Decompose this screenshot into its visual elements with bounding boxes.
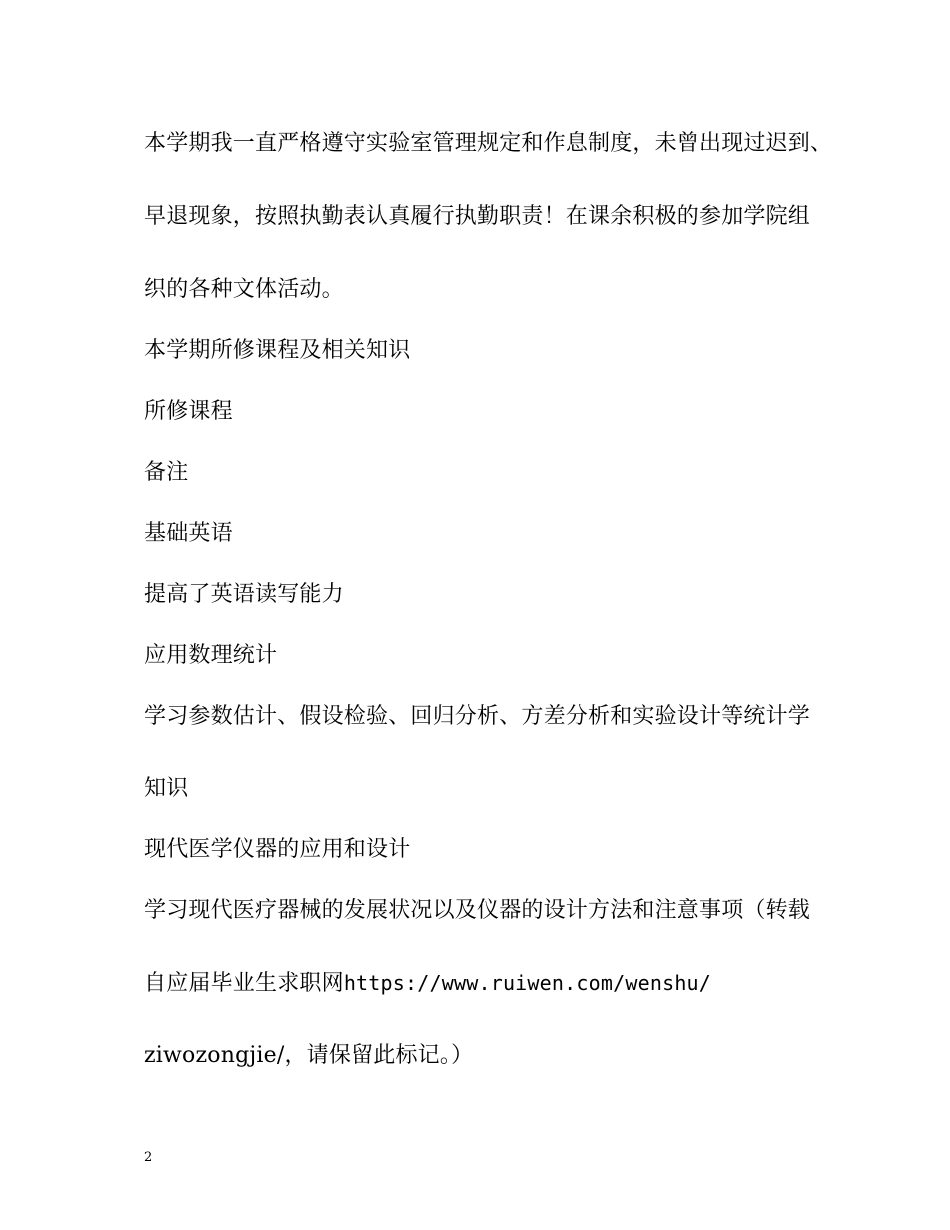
source-url-link[interactable]: https://www.ruiwen.com/wenshu/ (343, 971, 712, 995)
course-name-1: 基础英语 (144, 521, 233, 546)
course-note-3-line-2 (144, 969, 711, 998)
paragraph-line-3: 织的各种文体活动。 (144, 277, 344, 302)
page-number: 2 (144, 1150, 153, 1165)
course-name-2: 应用数理统计 (144, 643, 278, 668)
course-note-2-line-2: 知识 (144, 776, 189, 801)
course-note-3-line-3: ziwozongjie/，请保留此标记。） (144, 1043, 474, 1068)
course-note-1: 提高了英语读写能力 (144, 582, 344, 607)
paragraph-line-1: 本学期我一直严格遵守实验室管理规定和作息制度，未曾出现过迟到、 (144, 131, 833, 156)
course-note-2-line-1: 学习参数估计、假设检验、回归分析、方差分析和实验设计等统计学 (144, 704, 811, 729)
course-note-3-line-1: 学习现代医疗器械的发展状况以及仪器的设计方法和注意事项（转载 (144, 898, 811, 923)
course-name-3: 现代医学仪器的应用和设计 (144, 837, 411, 862)
paragraph-line-2: 早退现象，按照执勤表认真履行执勤职责！在课余积极的参加学院组 (144, 204, 811, 229)
course-note-3-source-text: 自应届毕业生求职网 (144, 971, 344, 996)
section-heading: 本学期所修课程及相关知识 (144, 338, 411, 363)
column-course-label: 所修课程 (144, 399, 233, 424)
column-note-label: 备注 (144, 460, 189, 485)
